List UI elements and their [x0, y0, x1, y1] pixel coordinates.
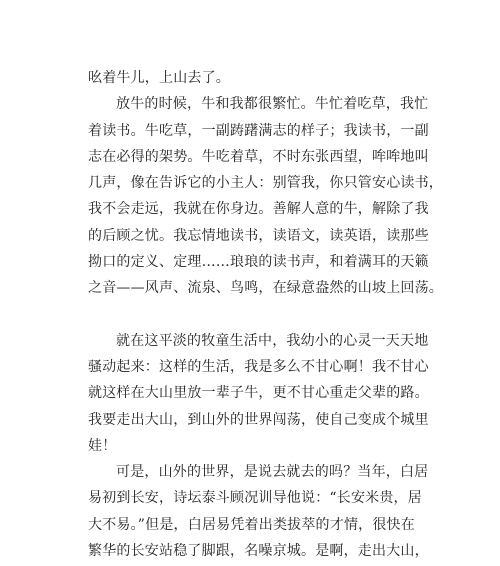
paragraph — [88, 459, 429, 564]
article-body — [88, 65, 443, 564]
paragraph — [88, 328, 429, 459]
text-line: 放牛的时候，牛和我都很繁忙。牛忙着吃草，我忙 — [116, 96, 429, 113]
paragraph-spacer — [88, 302, 418, 328]
text-line: 着读书。牛吃草，一副踌躇满志的样子；我读书，一副 — [88, 122, 429, 139]
text-line: 大不易。”但是，白居易凭着出类拔萃的才情，很快在 — [88, 516, 415, 533]
text-line: 之音——风声、流泉、鸟鸣，在绿意盎然的山坡上回荡。 — [88, 280, 443, 297]
text-line: 骚动起来：这样的生活，我是多么不甘心啊！我不甘心 — [88, 358, 429, 375]
text-line: 易初到长安，诗坛泰斗顾况训导他说：“长安米贵，居 — [88, 490, 422, 507]
text-line: 的后顾之忧。我忘情地读书，读语文，读英语，读那些 — [88, 227, 429, 244]
text-line: 吆着牛儿，上山去了。 — [88, 70, 230, 86]
text-line: 拗口的定义、定理……琅琅的读书声，和着满耳的天籁 — [88, 254, 429, 271]
text-line: 繁华的长安站稳了脚跟，名噪京城。是啊，走出大山， — [88, 543, 429, 560]
paragraph — [88, 91, 443, 301]
text-line: 我不会走远，我就在你身边。善解人意的牛，解除了我 — [88, 201, 429, 218]
text-line: 几声，像在告诉它的小主人：别管我，你只管安心读书， — [88, 175, 443, 192]
text-line: 可是，山外的世界，是说去就去的吗？当年，白居 — [116, 464, 429, 481]
text-line: 娃！ — [88, 437, 117, 454]
text-line: 就这样在大山里放一辈子牛，更不甘心重走父辈的路。 — [88, 385, 429, 402]
text-line: 志在必得的架势。牛吃着草，不时东张西望，哞哞地叫 — [88, 148, 429, 165]
text-line: 我要走出大山，到山外的世界闯荡，使自己变成个城里 — [88, 411, 429, 428]
text-line: 就在这平淡的牧童生活中，我幼小的心灵一天天地 — [116, 332, 429, 349]
paragraph — [88, 65, 418, 91]
